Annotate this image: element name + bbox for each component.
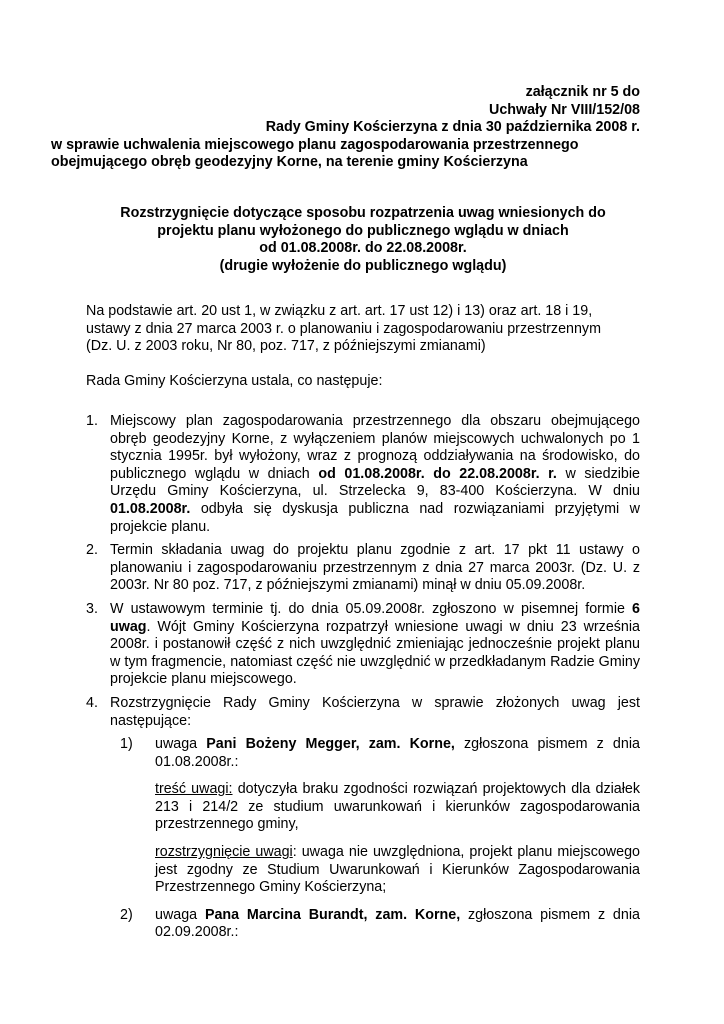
provisions-list (86, 413, 640, 948)
decision-label: rozstrzygnięcie uwagi (155, 844, 293, 861)
header-line: obejmującego obręb geodezyjny Korne, na terenie gminy Kościerzyna (51, 154, 528, 171)
remark-content: treść uwagi: dotyczyła braku zgodności rozwiązań projektowych dla działek 213 i 214/2 ze studium uwarunkowań i kierunków zagospodarowania przestrzennego gminy, (155, 781, 641, 833)
remark-entry: 1) uwaga Pani Bożeny Megger, zam. Korne, zgłoszona pismem z dnia 01.08.2008r.: (120, 736, 640, 770)
list-item: 4. Rozstrzygnięcie Rady Gminy Kościerzyna w sprawie złożonych uwag jest następujące: 1) uwaga Pani Bożeny Megger, zam. Korne, zgłoszona pismem z dnia 01.08.2008r.: treść uwagi: dotyczyła braku zgodności rozwiązań projektowych dla działek 213 i 214/2 ze studium uwarunkowań i kierunków zagospodarowania przestrzennego gminy, rozstrzygnięcie uwagi: uwaga nie uwzględniona, projekt planu miejscowego jest zgodny ze Studium Uwarunkowań i Kierunków Zagospodarowania Przestrzennego Gminy Kościerzyna; 2) uwaga Pana Marcina Burandt, zam. Korne, zgłoszona pismem z dnia 02.09.2008r.: (86, 694, 641, 941)
remark-entry: 2) uwaga Pana Marcina Burandt, zam. Korne, zgłoszona pismem z dnia 02.09.2008r.: (120, 906, 640, 941)
document-title (86, 205, 640, 275)
attachment-header (51, 84, 640, 172)
content-label: treść uwagi: (155, 781, 233, 798)
title-line: Rozstrzygnięcie dotyczące sposobu rozpatrzenia uwag wniesionych do (120, 205, 606, 221)
remark-number: 2) (120, 906, 133, 923)
remark-decision: rozstrzygnięcie uwagi: uwaga nie uwzględniona, projekt planu miejscowego jest zgodny ze Studium Uwarunkowań i Kierunków Zagospodarowania Przestrzennego Gminy Kościerzyna; (155, 844, 640, 896)
item-number: 4. (86, 694, 98, 711)
legal-basis-line: (Dz. U. z 2003 roku, Nr 80, poz. 717, z późniejszymi zmianami) (86, 338, 486, 355)
item-number: 2. (86, 542, 98, 559)
legal-basis-line: Na podstawie art. 20 ust 1, w związku z art. art. 17 ust 12) i 13) oraz art. 18 i 19, (86, 303, 593, 319)
list-item: 3. W ustawowym terminie tj. do dnia 05.09.2008r. zgłoszono w pisemnej formie 6 uwag. Wójt Gminy Kościerzyna rozpatrzył wniesione uwagi w dniu 23 września 2008r. i postanowił część z nich uwzględnić zmieniając jednocześnie projekt planu w tym fragmencie, natomiast część nie uwzględnić w przedkładanym Radzie Gminy projekcie planu miejscowego. (86, 600, 640, 688)
header-line: Uchwały Nr VIII/152/08 (489, 101, 640, 118)
remark-details (110, 781, 640, 897)
remark-author: Pani Bożeny Megger, zam. Korne, (206, 736, 455, 753)
remark-number: 1) (120, 736, 133, 753)
resolution-statement: Rada Gminy Kościerzyna ustala, co następuje: (86, 373, 383, 389)
title-line: od 01.08.2008r. do 22.08.2008r. (259, 240, 467, 257)
list-item: 1. Miejscowy plan zagospodarowania przestrzennego dla obszaru obejmującego obręb geodezyjny Korne, z wyłączeniem planów miejscowych uchwalonych po 1 stycznia 1995r. był wyłożony, wraz z prognozą oddziaływania na środowisko, do publicznego wglądu w dniach od 01.08.2008r. do 22.08.2008r. r. w siedzibie Urzędu Gminy Kościerzyna, ul. Strzelecka 9, 83-400 Kościerzyna. W dniu 01.08.2008r. odbyła się dyskusja publiczna nad rozwiązaniami przyjętymi w projekcie planu. (86, 413, 640, 535)
header-line: załącznik nr 5 do (525, 84, 640, 100)
item-number: 1. (86, 413, 98, 429)
legal-basis-line: ustawy z dnia 27 marca 2003 r. o planowaniu i zagospodarowaniu przestrzennym (86, 320, 601, 337)
remark-author: Pana Marcina Burandt, zam. Korne, (204, 906, 461, 923)
list-item: 2. Termin składania uwag do projektu planu zgodnie z art. 17 pkt 11 ustawy o planowaniu i zagospodarowaniu przestrzennym z dnia 27 marca 2003r. (Dz. U. z 2003r. Nr 80 poz. 717, z późniejszymi zmianami) minął w dniu 05.09.2008r. (86, 542, 640, 594)
item-number: 3. (86, 600, 98, 617)
header-line: Rady Gminy Kościerzyna z dnia 30 października 2008 r. (265, 119, 640, 136)
title-line: projektu planu wyłożonego do publicznego wglądu w dniach (157, 222, 569, 239)
title-line: (drugie wyłożenie do publicznego wglądu) (219, 257, 507, 274)
header-line: w sprawie uchwalenia miejscowego planu zagospodarowania przestrzennego (51, 136, 579, 153)
legal-basis (86, 303, 640, 356)
